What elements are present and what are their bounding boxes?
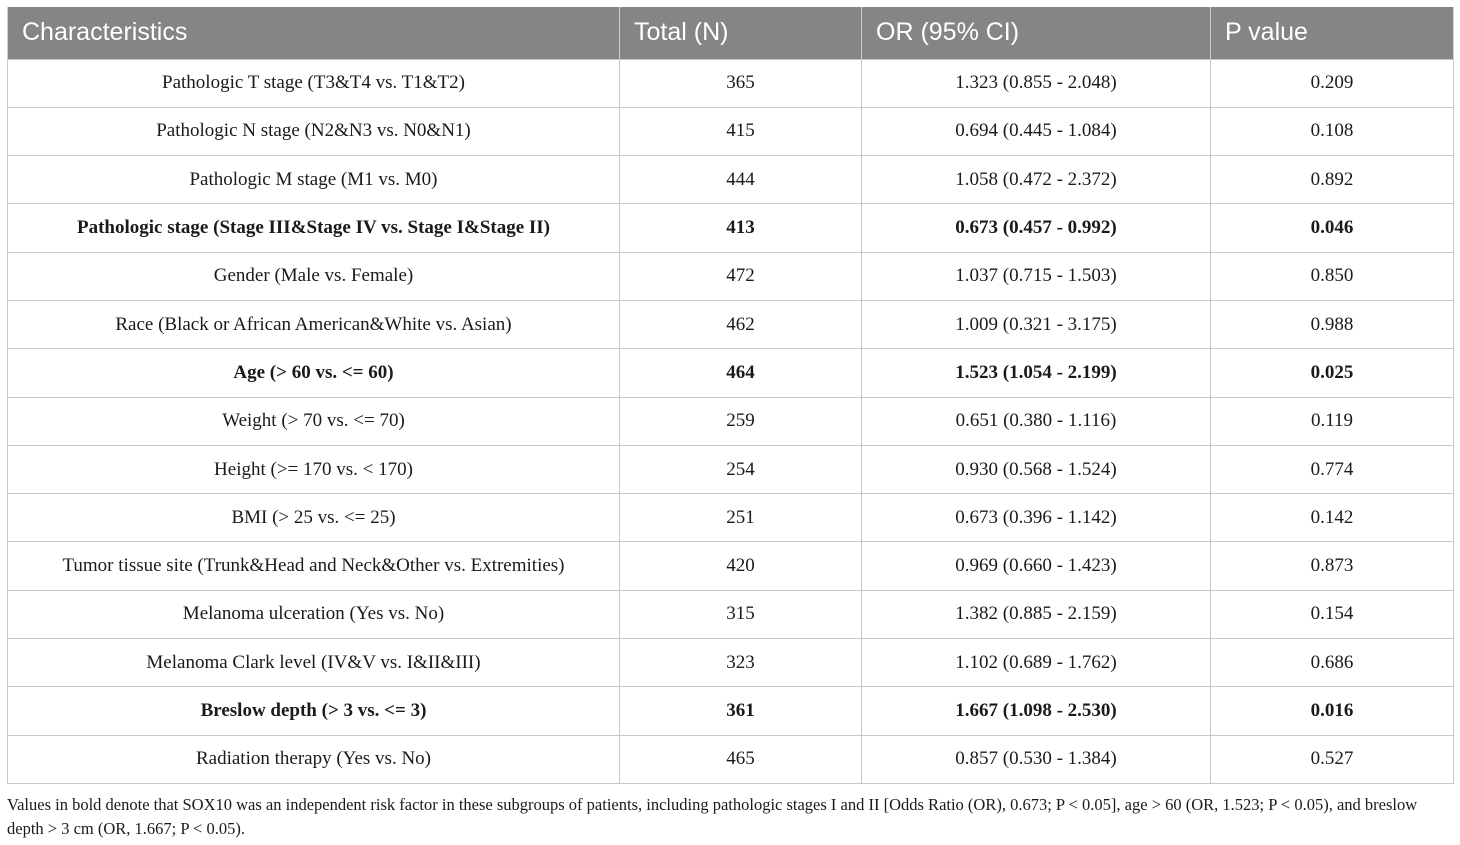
table-row xyxy=(8,639,1454,687)
cell-characteristic: Breslow depth (> 3 vs. <= 3) xyxy=(8,687,620,735)
cell-characteristic: Age (> 60 vs. <= 60) xyxy=(8,349,620,397)
cell-p-value: 0.988 xyxy=(1211,300,1454,348)
table-body xyxy=(8,59,1454,783)
cell-or-ci: 0.673 (0.396 - 1.142) xyxy=(862,494,1211,542)
table-row xyxy=(8,59,1454,107)
cell-characteristic: Radiation therapy (Yes vs. No) xyxy=(8,735,620,783)
table-row xyxy=(8,445,1454,493)
cell-p-value: 0.850 xyxy=(1211,252,1454,300)
header-row xyxy=(8,7,1454,59)
table-row xyxy=(8,204,1454,252)
cell-characteristic: BMI (> 25 vs. <= 25) xyxy=(8,494,620,542)
cell-characteristic: Pathologic T stage (T3&T4 vs. T1&T2) xyxy=(8,59,620,107)
header-characteristics: Characteristics xyxy=(8,7,620,59)
header-p-value: P value xyxy=(1211,7,1454,59)
cell-p-value: 0.892 xyxy=(1211,156,1454,204)
results-table-container xyxy=(7,7,1453,784)
table-row xyxy=(8,494,1454,542)
header-total: Total (N) xyxy=(620,7,862,59)
cell-p-value: 0.209 xyxy=(1211,59,1454,107)
cell-total: 254 xyxy=(620,445,862,493)
cell-total: 251 xyxy=(620,494,862,542)
cell-or-ci: 0.857 (0.530 - 1.384) xyxy=(862,735,1211,783)
cell-total: 365 xyxy=(620,59,862,107)
cell-p-value: 0.016 xyxy=(1211,687,1454,735)
cell-or-ci: 1.323 (0.855 - 2.048) xyxy=(862,59,1211,107)
table-row xyxy=(8,156,1454,204)
cell-total: 361 xyxy=(620,687,862,735)
cell-or-ci: 1.058 (0.472 - 2.372) xyxy=(862,156,1211,204)
cell-p-value: 0.119 xyxy=(1211,397,1454,445)
cell-p-value: 0.686 xyxy=(1211,639,1454,687)
header-or-ci: OR (95% CI) xyxy=(862,7,1211,59)
cell-total: 420 xyxy=(620,542,862,590)
table-row xyxy=(8,687,1454,735)
cell-total: 465 xyxy=(620,735,862,783)
table-header xyxy=(8,7,1454,59)
cell-or-ci: 1.037 (0.715 - 1.503) xyxy=(862,252,1211,300)
cell-p-value: 0.142 xyxy=(1211,494,1454,542)
table-footnote: Values in bold denote that SOX10 was an independent risk factor in these subgroups of patients, including pathologic stages I and II [Odds Ratio (OR), 0.673; P < 0.05], age > 60 (OR, 1.523; P < 0.05), and breslow depth > 3 cm (OR, 1.667; P < 0.05). xyxy=(7,795,1418,838)
cell-or-ci: 1.667 (1.098 - 2.530) xyxy=(862,687,1211,735)
cell-or-ci: 0.673 (0.457 - 0.992) xyxy=(862,204,1211,252)
cell-characteristic: Melanoma ulceration (Yes vs. No) xyxy=(8,590,620,638)
cell-total: 464 xyxy=(620,349,862,397)
cell-p-value: 0.025 xyxy=(1211,349,1454,397)
table-row xyxy=(8,542,1454,590)
cell-or-ci: 0.694 (0.445 - 1.084) xyxy=(862,107,1211,155)
cell-p-value: 0.527 xyxy=(1211,735,1454,783)
cell-total: 323 xyxy=(620,639,862,687)
cell-p-value: 0.154 xyxy=(1211,590,1454,638)
cell-or-ci: 0.969 (0.660 - 1.423) xyxy=(862,542,1211,590)
cell-characteristic: Pathologic stage (Stage III&Stage IV vs. Stage I&Stage II) xyxy=(8,204,620,252)
cell-total: 415 xyxy=(620,107,862,155)
cell-p-value: 0.873 xyxy=(1211,542,1454,590)
cell-characteristic: Pathologic M stage (M1 vs. M0) xyxy=(8,156,620,204)
cell-total: 444 xyxy=(620,156,862,204)
table-row xyxy=(8,590,1454,638)
cell-total: 413 xyxy=(620,204,862,252)
table-row xyxy=(8,300,1454,348)
table-row xyxy=(8,735,1454,783)
table-row xyxy=(8,107,1454,155)
cell-or-ci: 1.382 (0.885 - 2.159) xyxy=(862,590,1211,638)
cell-characteristic: Weight (> 70 vs. <= 70) xyxy=(8,397,620,445)
table-row xyxy=(8,252,1454,300)
cell-or-ci: 1.102 (0.689 - 1.762) xyxy=(862,639,1211,687)
cell-characteristic: Melanoma Clark level (IV&V vs. I&II&III) xyxy=(8,639,620,687)
cell-characteristic: Tumor tissue site (Trunk&Head and Neck&Other vs. Extremities) xyxy=(8,542,620,590)
cell-or-ci: 1.523 (1.054 - 2.199) xyxy=(862,349,1211,397)
cell-or-ci: 0.651 (0.380 - 1.116) xyxy=(862,397,1211,445)
cell-characteristic: Height (>= 170 vs. < 170) xyxy=(8,445,620,493)
cell-total: 259 xyxy=(620,397,862,445)
cell-total: 315 xyxy=(620,590,862,638)
cell-total: 462 xyxy=(620,300,862,348)
cell-characteristic: Pathologic N stage (N2&N3 vs. N0&N1) xyxy=(8,107,620,155)
cell-total: 472 xyxy=(620,252,862,300)
cell-or-ci: 0.930 (0.568 - 1.524) xyxy=(862,445,1211,493)
cell-p-value: 0.774 xyxy=(1211,445,1454,493)
cell-p-value: 0.108 xyxy=(1211,107,1454,155)
cell-characteristic: Race (Black or African American&White vs. Asian) xyxy=(8,300,620,348)
cell-or-ci: 1.009 (0.321 - 3.175) xyxy=(862,300,1211,348)
table-row xyxy=(8,349,1454,397)
table-row xyxy=(8,397,1454,445)
cell-p-value: 0.046 xyxy=(1211,204,1454,252)
cell-characteristic: Gender (Male vs. Female) xyxy=(8,252,620,300)
odds-ratio-table xyxy=(7,7,1454,784)
